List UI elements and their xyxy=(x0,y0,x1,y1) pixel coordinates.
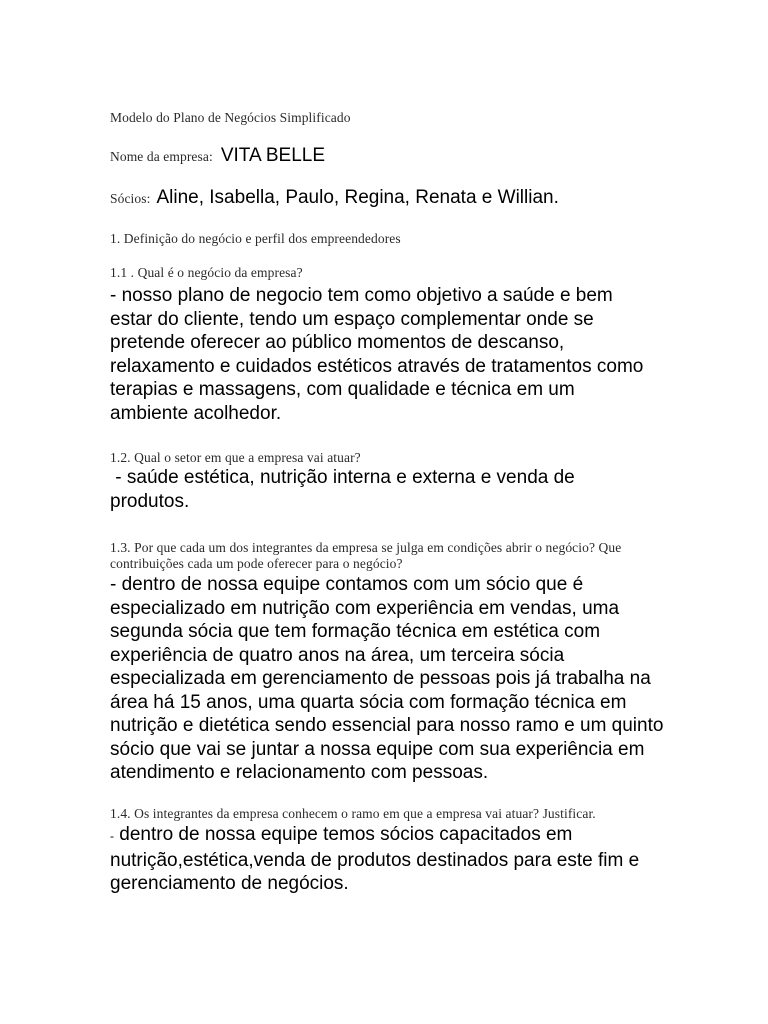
question-1-3: 1.3. Por que cada um dos integrantes da empresa se julga em condições abrir o negócio? Que contribuições cada um pode oferecer para o negócio? xyxy=(110,540,622,571)
company-row xyxy=(110,145,670,167)
partners-label: Sócios: xyxy=(110,191,151,206)
answer-1-2: - saúde estética, nutrição interna e externa e venda de produtos. xyxy=(110,467,581,512)
partners-row xyxy=(110,187,670,209)
question-1-4: 1.4. Os integrantes da empresa conhecem o ramo em que a empresa vai atuar? Justificar. xyxy=(110,806,596,821)
answer-1-1: - nosso plano de negocio tem como objetivo a saúde e bem estar do cliente, tendo um espaço complementar onde se pretende oferecer ao público momentos de descanso, relaxamento e cuidados estéticos através de tratamentos como terapias e massagens, com qualidade e técnica em um ambiente acolhedor. xyxy=(110,285,644,424)
question-1-1: 1.1 . Qual é o negócio da empresa? xyxy=(110,265,303,280)
company-name: VITA BELLE xyxy=(220,145,326,166)
answer-1-4-dash: - xyxy=(110,829,114,843)
partners-names: Aline, Isabella, Paulo, Regina, Renata e Willian. xyxy=(156,187,559,208)
document-title: Modelo do Plano de Negócios Simplificado xyxy=(110,110,351,125)
answer-1-3: - dentro de nossa equipe contamos com um sócio que é especializado em nutrição com experiência em vendas, uma segunda sócia que tem formação técnica em estética com experiência de quatro anos na área, um terceira sócia especializada em gerenciamento de pessoas pois já trabalha na área há 15 anos, uma quarta sócia com formação técnica em nutrição e dietética sendo essencial para nosso ramo e um quinto sócio que vai se juntar a nossa equipe com sua experiência em atendimento e relacionamento com pessoas. xyxy=(110,574,664,783)
company-label: Nome da empresa: xyxy=(110,149,213,164)
question-1-2: 1.2. Qual o setor em que a empresa vai atuar? xyxy=(110,450,361,465)
section-title: 1. Definição do negócio e perfil dos empreendedores xyxy=(110,231,401,246)
answer-1-4 xyxy=(110,823,650,896)
answer-1-4-text: dentro de nossa equipe temos sócios capacitados em nutrição,estética,venda de produtos destinados para este fim e gerenciamento de negócios. xyxy=(110,824,640,894)
